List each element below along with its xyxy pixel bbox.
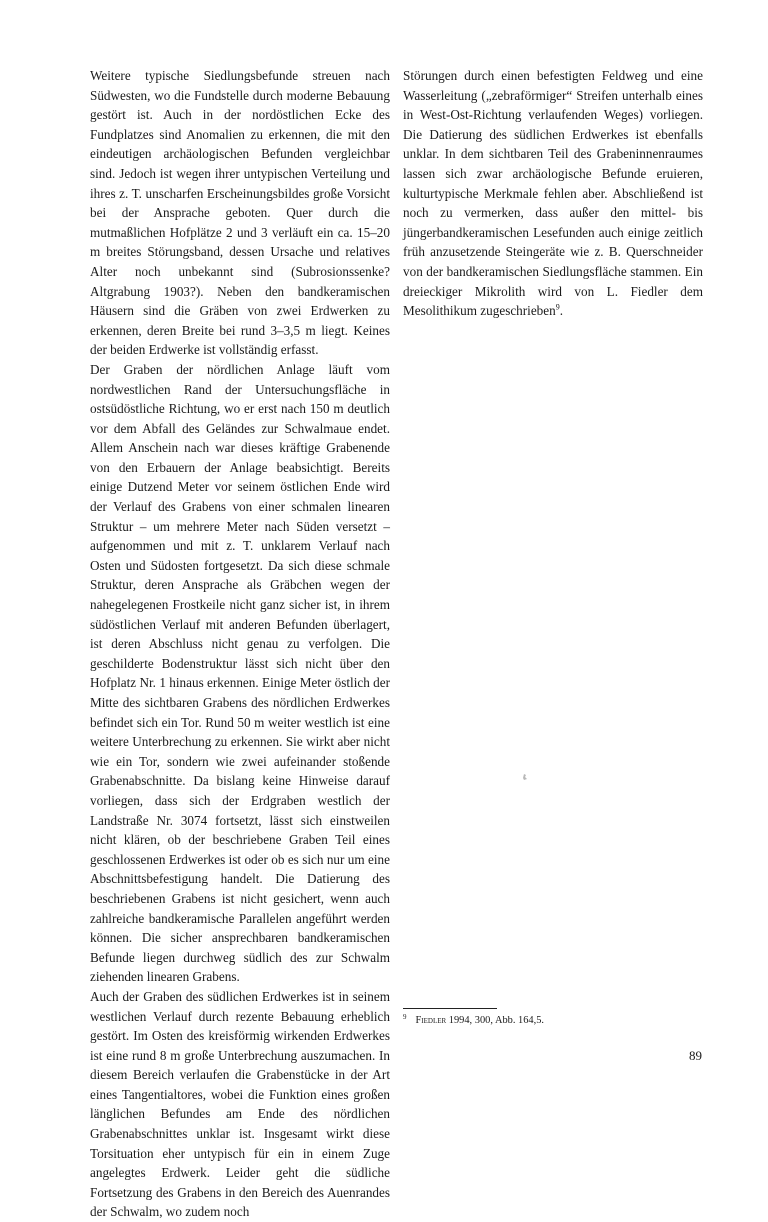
right-text-column — [403, 66, 703, 321]
paragraph-text: Störungen durch einen befestigten Feldweg und eine Wasserleitung („zebraförmiger“ Streifen unterhalb eines in West-Ost-Richtung verlaufenden Weges) vorliegen. Die Datierung des südlichen Erdwerkes ist ebenfalls unklar. In dem sichtbaren Teil des Grabeninnenraumes lassen sich zwar archäologische Befunde eruieren, kulturtypische Merkmale fehlen aber. Abschließend ist noch zu vermerken, dass außer den mittel- bis jüngerbandkeramischen Lesefunden auch einige zeitlich früh anzusetzende Steingeräte wie z. B. Querschneider von der bandkeramischen Siedlungsfläche stammen. Ein dreieckiger Mikrolith wird von L. Fiedler dem Mesolithikum zugeschrieben — [403, 68, 703, 319]
footnote-reference[interactable]: 9 — [555, 302, 560, 312]
footnote-divider — [403, 1008, 497, 1009]
footnote-author: Fiedler — [415, 1015, 447, 1026]
scan-speck-mark — [522, 773, 528, 781]
page-number: 89 — [689, 1048, 702, 1063]
footnote — [403, 1014, 703, 1027]
footnote-number: 9 — [403, 1012, 407, 1021]
body-paragraph — [403, 66, 703, 321]
body-paragraph: Der Graben der nördlichen Anlage läuft vom nordwestlichen Rand der Untersuchungsfläche in ostsüdöstliche Richtung, wo er erst nach 150 m deutlich vor dem Abfall des Geländes zur Schwalmaue endet. Allem Anschein nach war dieses kräftige Grabenende von den Erbauern der Anlage beabsichtigt. Bereits einige Dutzend Meter vor seinem östlichen Ende wird der Verlauf des Grabens von einer schmalen linearen Struktur – um mehrere Meter nach Süden versetzt – aufgenommen und mit z. T. unklarem Verlauf nach Osten und Südosten fortgesetzt. Da sich diese schmale Struktur, deren Ansprache als Gräbchen wegen der nahegelegenen Frostkeile nicht ganz sicher ist, in ihrem südöstlichen Verlauf mit anderen Befunden überlagert, ist deren Abschluss nicht genau zu verfolgen. Die geschilderte Bodenstruktur lässt sich nicht über den Hofplatz Nr. 1 hinaus erkennen. Einige Meter östlich der Mitte des sichtbaren Grabens des nördlichen Erdwerkes befindet sich ein Tor. Rund 50 m weiter westlich ist eine weitere Unterbrechung zu erkennen. Sie wirkt aber nicht wie ein Tor, sondern wie zwei aufeinander stoßende Grabenabschnitte. Da bislang keine Hinweise darauf vorliegen, dass sich der Erdgraben westlich der Landstraße Nr. 3074 fortsetzt, lässt sich einstweilen nicht klären, ob der beschriebene Graben Teil eines geschlossenen Erdwerkes ist oder ob es sich nur um eine Abschnittsbefestigung handelt. Die Datierung des beschriebenen Grabens ist nicht gesichert, wenn auch zahlreiche bandkeramische Parallelen angeführt werden können. Die sicher ansprechbaren bandkeramischen Befunde liegen durchweg südlich des zur Schwalm ziehenden linearen Grabens. — [90, 361, 390, 985]
body-paragraph: Auch der Graben des südlichen Erdwerkes ist in seinem westlichen Verlauf durch rezente Bebauung erheblich gestört. Im Osten des kreisförmig wirkenden Erdwerkes ist eine rund 8 m große Unterbrechung auszumachen. In diesem Bereich verlaufen die Grabenstücke in der Art eines Tangentialtores, wobei die Funktion eines großen länglichen Befundes am Ende des nördlichen Grabenabschnittes unklar ist. Insgesamt wirkt diese Torsituation eher untypisch für ein in einem Zuge angelegtes Erdwerk. Leider geht die südliche Fortsetzung des Grabens in den Bereich des Auenrandes der Schwalm, wo zudem noch — [90, 988, 390, 1220]
paragraph-end: . — [559, 303, 564, 319]
body-paragraph: Weitere typische Siedlungsbefunde streuen nach Südwesten, wo die Fundstelle durch moderne Bebauung gestört ist. Auch in der nordöstlichen Ecke des Fundplatzes sind Anomalien zu erkennen, die mit den eindeutigen archäologischen Befunden vergleichbar sind. Jedoch ist wegen ihrer untypischen Verteilung und ihres z. T. unscharfen Erscheinungsbildes große Vorsicht bei der Ansprache geboten. Quer durch die mutmaßlichen Hofplätze 2 und 3 verläuft ein ca. 15–20 m breites Störungsband, dessen Ursache und relatives Alter noch unbekannt sind (Subrosionssenke? Altgrabung 1903?). Neben den bandkeramischen Häusern sind die Gräben von zwei Erdwerken zu erkennen, deren Breite bei rund 3–3,5 m liegt. Keines der beiden Erdwerke ist vollständig erfasst. — [90, 68, 390, 358]
left-text-column — [90, 66, 390, 1222]
footnote-citation: 1994, 300, Abb. 164,5. — [446, 1015, 545, 1026]
